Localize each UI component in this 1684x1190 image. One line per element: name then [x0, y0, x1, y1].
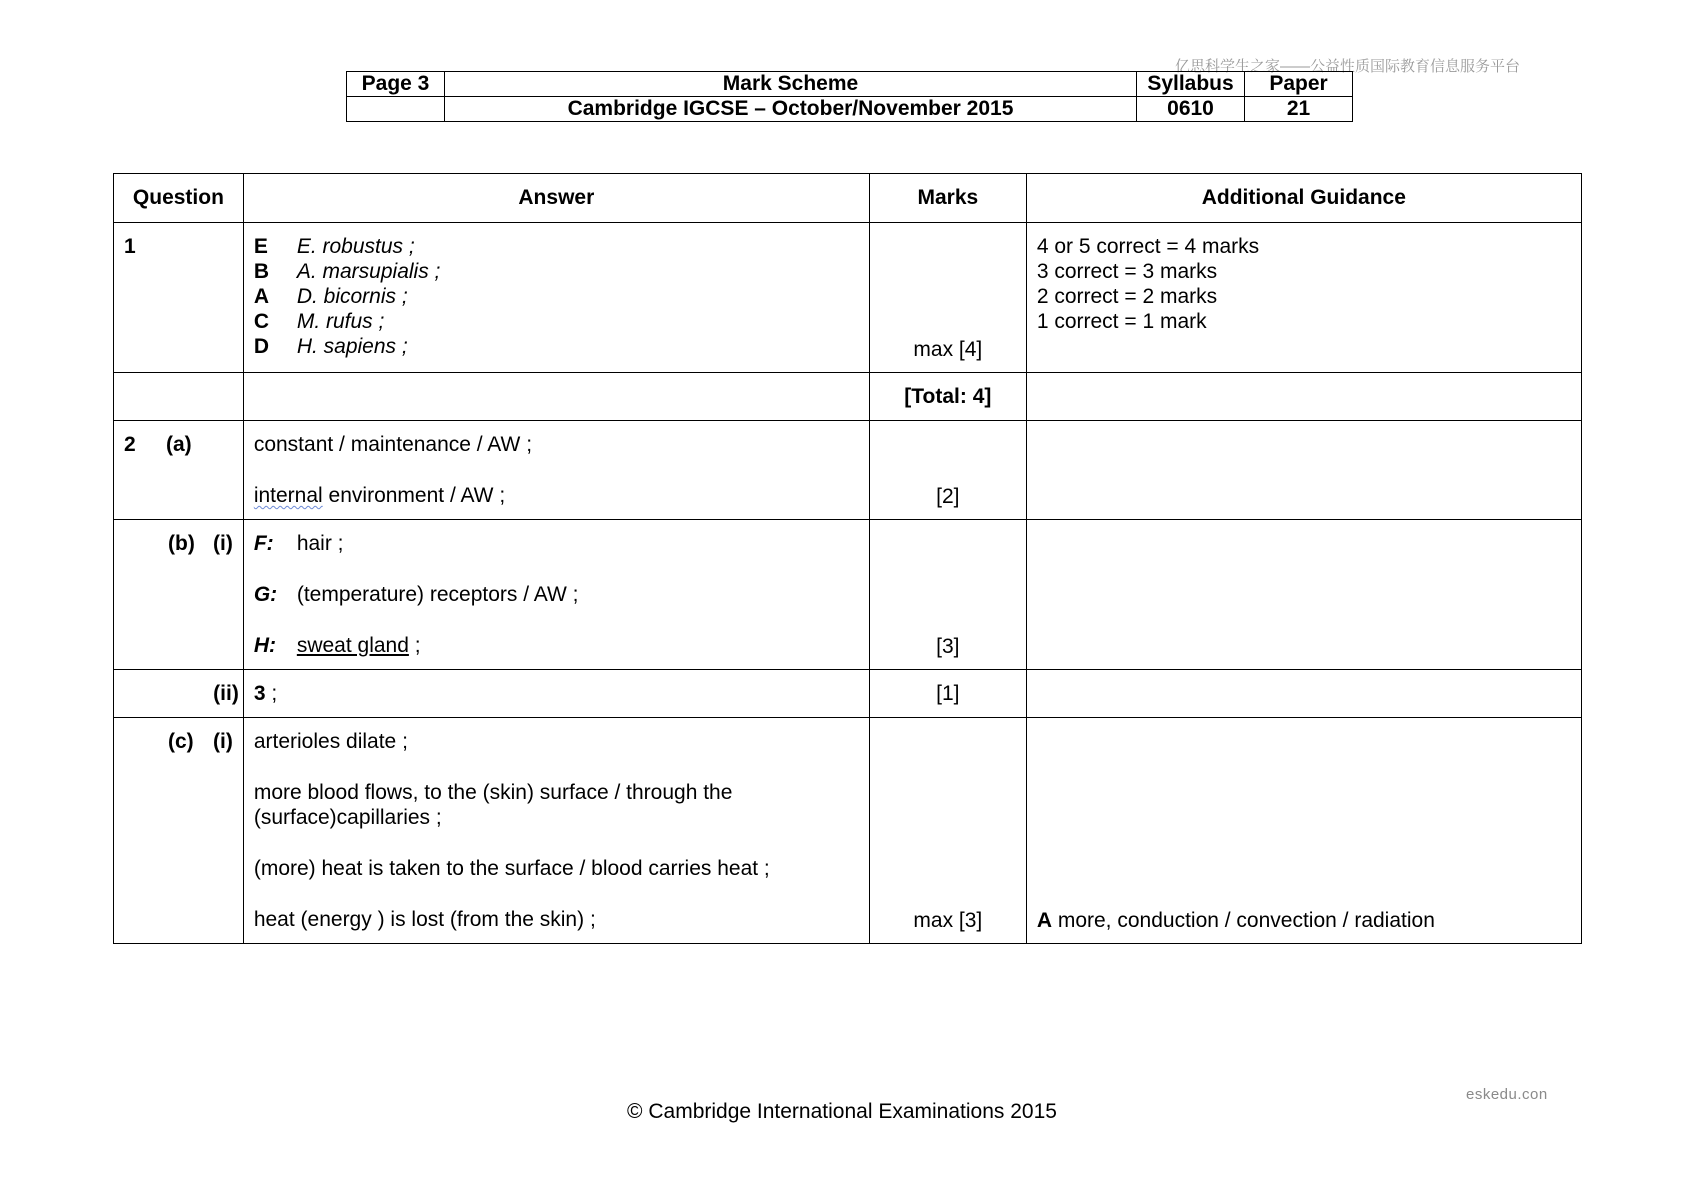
answer-cell	[243, 718, 869, 944]
marks-cell	[869, 670, 1026, 718]
question-subpart: (i)	[213, 532, 233, 555]
copyright-footer: © Cambridge International Examinations 2015	[627, 1100, 1057, 1123]
answer-line: heat (energy ) is lost (from the skin) ;	[253, 908, 596, 931]
answer-line: ;	[408, 634, 421, 657]
answer-line: more blood flows, to the (skin) surface / through the	[253, 781, 733, 804]
marks-value: max [3]	[913, 909, 983, 932]
table-row	[114, 421, 1582, 520]
header-table	[346, 71, 1353, 122]
marks-cell	[869, 421, 1026, 520]
species-name: D. bicornis ;	[296, 285, 408, 308]
guidance-line: 4 or 5 correct = 4 marks	[1036, 235, 1260, 258]
species-name: A. marsupialis ;	[296, 260, 441, 283]
marks-value: max [4]	[913, 338, 983, 361]
question-cell	[114, 718, 244, 944]
question-part: (b)	[168, 532, 195, 555]
col-guidance: Additional Guidance	[1026, 174, 1581, 223]
syllabus-label: Syllabus	[1137, 72, 1245, 97]
syllabus-code: 0610	[1137, 97, 1245, 122]
answer-line: constant / maintenance / AW ;	[253, 433, 533, 456]
table-row	[114, 670, 1582, 718]
underlined-term: sweat gland	[296, 634, 409, 657]
answer-line: (surface)capillaries ;	[253, 806, 442, 829]
question-cell	[114, 223, 244, 373]
answer-line: arterioles dilate ;	[253, 730, 408, 753]
table-row	[114, 718, 1582, 944]
guidance-cell	[1026, 718, 1581, 944]
guidance-line: 1 correct = 1 mark	[1036, 310, 1207, 333]
marks-cell	[869, 223, 1026, 373]
guidance-cell	[1026, 670, 1581, 718]
paper-label: Paper	[1245, 72, 1353, 97]
col-answer: Answer	[243, 174, 869, 223]
mark-scheme-table	[113, 173, 1582, 944]
question-cell	[114, 421, 244, 520]
guidance-line: more, conduction / convection / radiation	[1052, 909, 1435, 932]
answer-value: 3	[253, 682, 266, 705]
guidance-line: 3 correct = 3 marks	[1036, 260, 1218, 283]
empty-cell	[114, 373, 244, 421]
accept-marker: A	[1036, 909, 1052, 932]
guidance-cell	[1026, 223, 1581, 373]
marks-cell	[869, 718, 1026, 944]
question-number: 2	[124, 433, 136, 456]
answer-line: (temperature) receptors / AW ;	[296, 583, 579, 606]
structure-label: G:	[253, 583, 278, 606]
marks-value: [1]	[936, 682, 960, 705]
watermark-site: eskedu.con	[1466, 1086, 1548, 1103]
header-empty-cell	[347, 97, 445, 122]
question-subpart: (ii)	[213, 682, 239, 705]
species-name: H. sapiens ;	[296, 335, 408, 358]
question-cell	[114, 520, 244, 670]
structure-label: H:	[253, 634, 276, 657]
question-part: (c)	[168, 730, 194, 753]
species-name: E. robustus ;	[296, 235, 415, 258]
option-letter: D	[253, 335, 269, 358]
empty-cell	[1026, 373, 1581, 421]
answer-line: environment / AW ;	[322, 484, 506, 507]
species-name: M. rufus ;	[296, 310, 385, 333]
answer-line: ;	[265, 682, 278, 705]
question-part: (a)	[166, 433, 192, 456]
option-letter: A	[253, 285, 269, 308]
option-letter: C	[253, 310, 269, 333]
answer-cell	[243, 520, 869, 670]
underlined-term: internal	[253, 484, 323, 507]
marks-value: [3]	[936, 635, 960, 658]
structure-label: F:	[253, 532, 274, 555]
table-row	[114, 373, 1582, 421]
paper-number: 21	[1245, 97, 1353, 122]
question-subpart: (i)	[213, 730, 233, 753]
answer-cell	[243, 421, 869, 520]
marks-cell	[869, 520, 1026, 670]
answer-cell	[243, 223, 869, 373]
answer-cell	[243, 670, 869, 718]
answer-line: (more) heat is taken to the surface / blood carries heat ;	[253, 857, 770, 880]
option-letter: E	[253, 235, 268, 258]
marks-value: [2]	[936, 485, 960, 508]
page-number: Page 3	[347, 72, 445, 97]
table-row	[114, 223, 1582, 373]
answer-line: hair ;	[296, 532, 344, 555]
question-number: 1	[124, 235, 136, 258]
total-marks: [Total: 4]	[869, 373, 1026, 421]
table-row	[114, 520, 1582, 670]
guidance-line: 2 correct = 2 marks	[1036, 285, 1218, 308]
col-question: Question	[114, 174, 244, 223]
col-marks: Marks	[869, 174, 1026, 223]
doc-subtitle: Cambridge IGCSE – October/November 2015	[445, 97, 1137, 122]
option-letter: B	[253, 260, 269, 283]
doc-title: Mark Scheme	[445, 72, 1137, 97]
table-header-row	[114, 174, 1582, 223]
watermark-text: 亿思科学生之家——公益性质国际教育信息服务平台	[1175, 58, 1521, 75]
guidance-cell	[1026, 520, 1581, 670]
empty-cell	[243, 373, 869, 421]
guidance-cell	[1026, 421, 1581, 520]
question-cell	[114, 670, 244, 718]
